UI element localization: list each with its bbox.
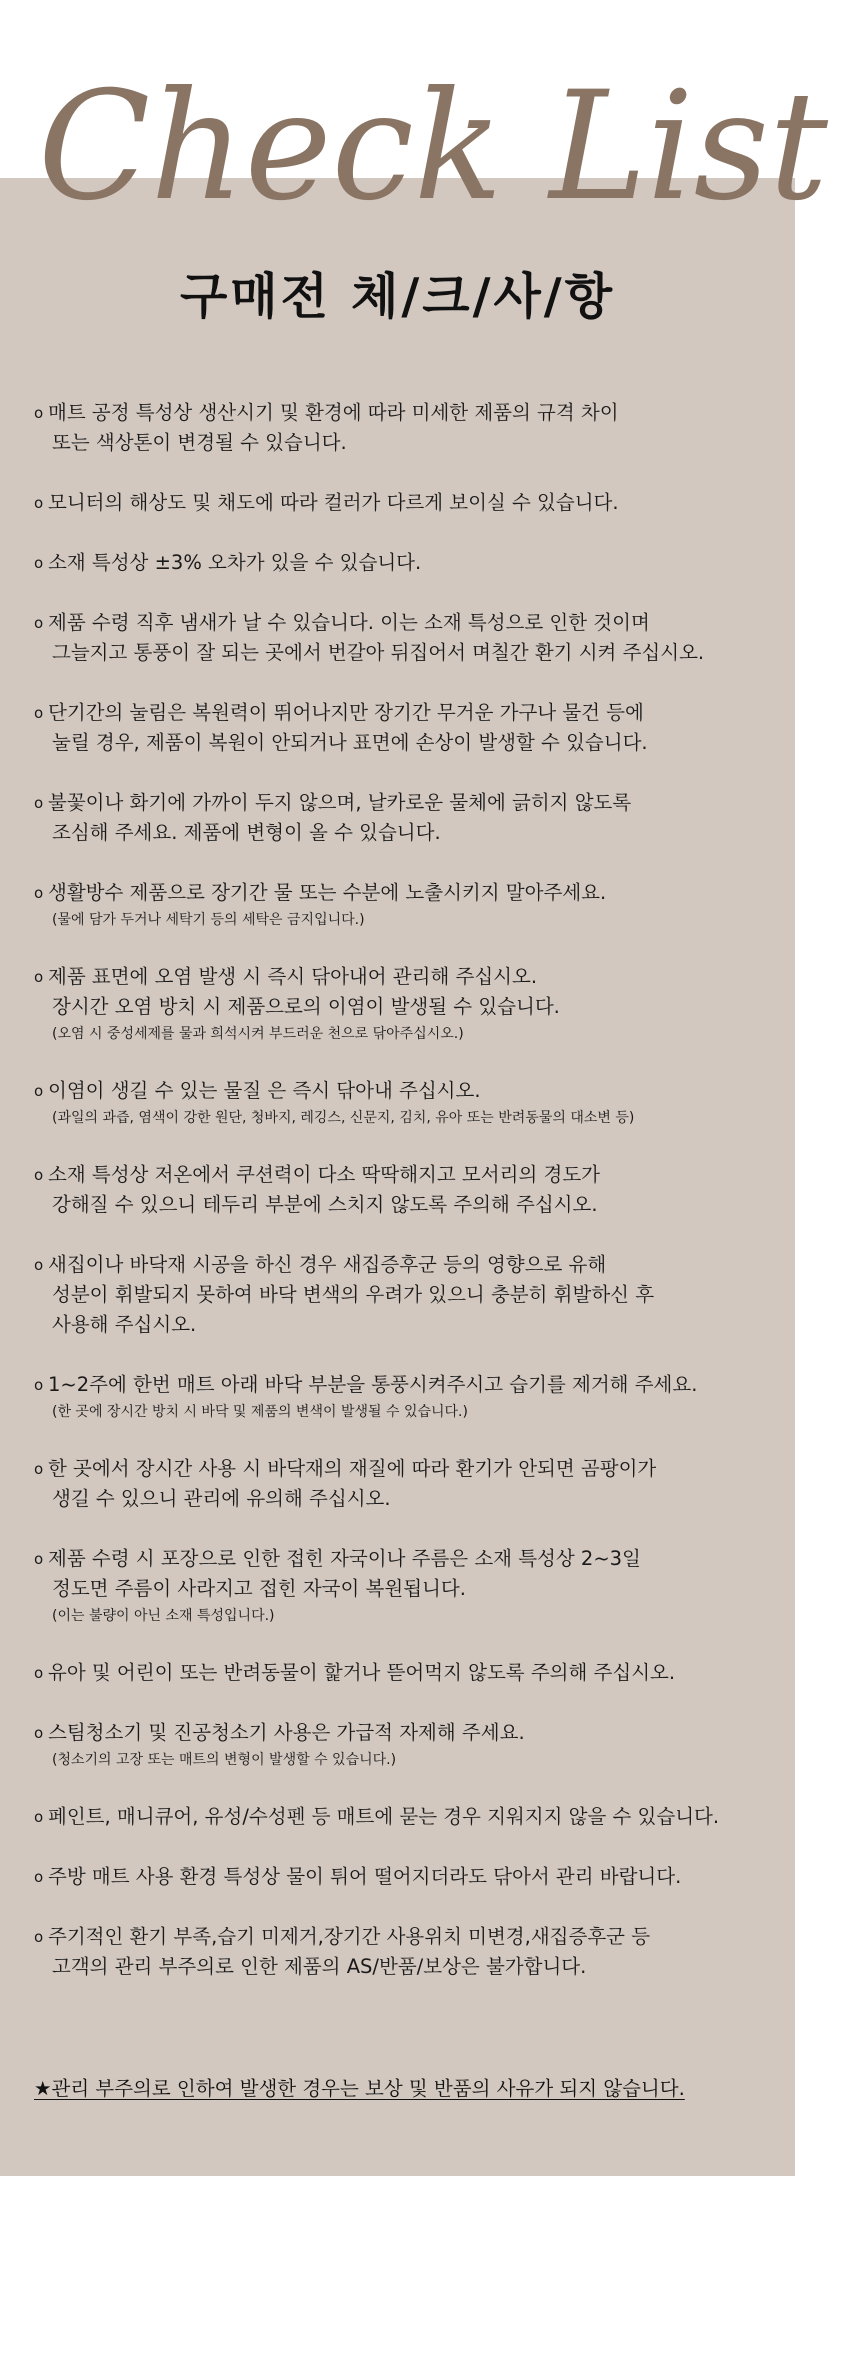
checklist-item-text: 제품 수령 직후 냄새가 날 수 있습니다. 이는 소재 특성으로 인한 것이며	[48, 611, 650, 634]
bullet-icon: o	[34, 1166, 44, 1184]
bullet-icon: o	[34, 554, 44, 572]
checklist-item-text: 강해질 수 있으니 테두리 부분에 스치지 않도록 주의해 주십시오.	[52, 1193, 598, 1216]
checklist-item	[34, 1160, 794, 1220]
checklist-item-text: 불꽃이나 화기에 가까이 두지 않으며, 날카로운 물체에 긁히지 않도록	[48, 791, 632, 814]
checklist-item-note: (물에 담가 두거나 세탁기 등의 세탁은 금지입니다.)	[52, 912, 365, 928]
checklist-item-note: (오염 시 중성세제를 물과 희석시켜 부드러운 천으로 닦아주십시오.)	[52, 1026, 464, 1042]
checklist-item-text: 소재 특성상 저온에서 쿠션력이 다소 딱딱해지고 모서리의 경도가	[48, 1163, 600, 1186]
checklist-item	[34, 1922, 794, 1982]
bullet-icon: o	[34, 1256, 44, 1274]
checklist-item-text: 주방 매트 사용 환경 특성상 물이 튀어 떨어지더라도 닦아서 관리 바랍니다.	[48, 1865, 682, 1888]
checklist-item-text: 단기간의 눌림은 복원력이 뛰어나지만 장기간 무거운 가구나 물건 등에	[48, 701, 644, 724]
checklist-item-text: 또는 색상톤이 변경될 수 있습니다.	[52, 431, 347, 454]
checklist-item-text: 장시간 오염 방치 시 제품으로의 이염이 발생될 수 있습니다.	[52, 995, 560, 1018]
checklist-item-text: 페인트, 매니큐어, 유성/수성펜 등 매트에 묻는 경우 지워지지 않을 수 있습니다.	[48, 1805, 720, 1828]
checklist-item	[34, 1658, 794, 1688]
checklist-item	[34, 548, 794, 578]
page-title: 구매전 체/크/사/항	[179, 268, 616, 325]
script-title-text: Check List	[38, 60, 829, 228]
checklist-item-text: 소재 특성상 ±3% 오차가 있을 수 있습니다.	[48, 551, 422, 574]
checklist-item	[34, 1454, 794, 1514]
checklist-item-note: (한 곳에 장시간 방치 시 바닥 및 제품의 변색이 발생될 수 있습니다.)	[52, 1404, 468, 1420]
checklist-item-text: 제품 표면에 오염 발생 시 즉시 닦아내어 관리해 주십시오.	[48, 965, 538, 988]
checklist-item-text: 주기적인 환기 부족,습기 미제거,장기간 사용위치 미변경,새집증후군 등	[48, 1925, 651, 1948]
checklist-item	[34, 1076, 794, 1130]
checklist-item-text: 제품 수령 시 포장으로 인한 접힌 자국이나 주름은 소재 특성상 2~3일	[48, 1547, 641, 1570]
bullet-icon: o	[34, 614, 44, 632]
checklist-item-text: 새집이나 바닥재 시공을 하신 경우 새집증후군 등의 영향으로 유해	[48, 1253, 607, 1276]
bullet-icon: o	[34, 968, 44, 986]
bullet-icon: o	[34, 1460, 44, 1478]
checklist-item	[34, 1250, 794, 1340]
checklist-item-text: 성분이 휘발되지 못하여 바닥 변색의 우려가 있으니 충분히 휘발하신 후	[52, 1283, 655, 1306]
checklist-item	[34, 1718, 794, 1772]
checklist-item	[34, 698, 794, 758]
checklist-item	[34, 398, 794, 458]
checklist-item	[34, 608, 794, 668]
checklist-item-text: 조심해 주세요. 제품에 변형이 올 수 있습니다.	[52, 821, 441, 844]
bullet-icon: o	[34, 704, 44, 722]
bullet-icon: o	[34, 494, 44, 512]
checklist-item-text: 스팀청소기 및 진공청소기 사용은 가급적 자제해 주세요.	[48, 1721, 525, 1744]
checklist-item-text: 고객의 관리 부주의로 인한 제품의 AS/반품/보상은 불가합니다.	[52, 1955, 587, 1978]
checklist-item-text: 그늘지고 통풍이 잘 되는 곳에서 번갈아 뒤집어서 며칠간 환기 시켜 주십시오.	[52, 641, 705, 664]
bullet-icon: o	[34, 1868, 44, 1886]
checklist-item-text: 1~2주에 한번 매트 아래 바닥 부분을 통풍시켜주시고 습기를 제거해 주세요.	[48, 1373, 698, 1396]
bullet-icon: o	[34, 1664, 44, 1682]
checklist-item	[34, 962, 794, 1046]
check-list-script-title	[38, 58, 838, 228]
checklist-item-text: 모니터의 해상도 및 채도에 따라 컬러가 다르게 보이실 수 있습니다.	[48, 491, 619, 514]
checklist-item-text: 이염이 생길 수 있는 물질 은 즉시 닦아내 주십시오.	[48, 1079, 481, 1102]
checklist-item-note: (청소기의 고장 또는 매트의 변형이 발생할 수 있습니다.)	[52, 1752, 397, 1768]
checklist-item	[34, 878, 794, 932]
footer-notice: ★관리 부주의로 인하여 발생한 경우는 보상 및 반품의 사유가 되지 않습니다.	[34, 2077, 685, 2100]
bullet-icon: o	[34, 404, 44, 422]
checklist	[34, 398, 794, 1982]
checklist-item-note: (과일의 과즙, 염색이 강한 원단, 청바지, 레깅스, 신문지, 김치, 유아 또는 반려동물의 대소변 등)	[52, 1110, 635, 1126]
checklist-item-text: 생길 수 있으니 관리에 유의해 주십시오.	[52, 1487, 391, 1510]
checklist-item-text: 매트 공정 특성상 생산시기 및 환경에 따라 미세한 제품의 규격 차이	[48, 401, 619, 424]
checklist-item	[34, 1862, 794, 1892]
checklist-item	[34, 1370, 794, 1424]
checklist-item	[34, 1544, 794, 1628]
checklist-item-text: 유아 및 어린이 또는 반려동물이 핥거나 뜯어먹지 않도록 주의해 주십시오.	[48, 1661, 676, 1684]
bullet-icon: o	[34, 794, 44, 812]
bullet-icon: o	[34, 1724, 44, 1742]
bullet-icon: o	[34, 884, 44, 902]
checklist-item-note: (이는 불량이 아닌 소재 특성입니다.)	[52, 1608, 275, 1624]
checklist-item-text: 사용해 주십시오.	[52, 1313, 197, 1336]
checklist-item	[34, 788, 794, 848]
bullet-icon: o	[34, 1082, 44, 1100]
checklist-item	[34, 488, 794, 518]
checklist-item-text: 눌릴 경우, 제품이 복원이 안되거나 표면에 손상이 발생할 수 있습니다.	[52, 731, 648, 754]
checklist-item-text: 생활방수 제품으로 장기간 물 또는 수분에 노출시키지 말아주세요.	[48, 881, 607, 904]
bullet-icon: o	[34, 1376, 44, 1394]
bullet-icon: o	[34, 1928, 44, 1946]
checklist-item-text: 한 곳에서 장시간 사용 시 바닥재의 재질에 따라 환기가 안되면 곰팡이가	[48, 1457, 657, 1480]
checklist-item	[34, 1802, 794, 1832]
bullet-icon: o	[34, 1550, 44, 1568]
checklist-item-text: 정도면 주름이 사라지고 접힌 자국이 복원됩니다.	[52, 1577, 466, 1600]
bullet-icon: o	[34, 1808, 44, 1826]
